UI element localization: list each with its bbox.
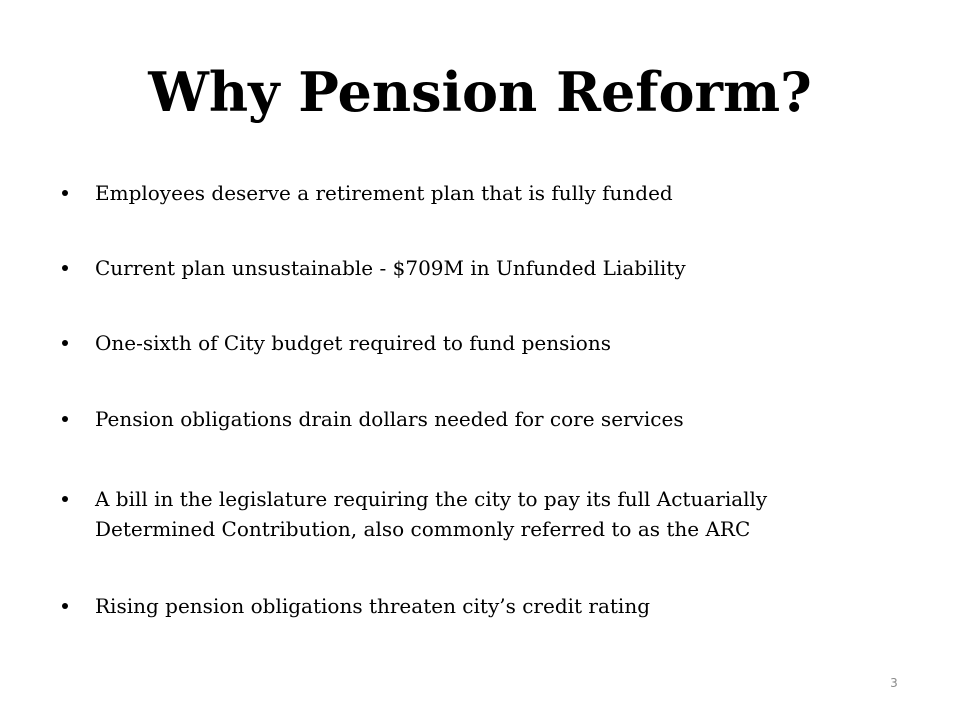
bullet-dot-icon <box>62 265 68 271</box>
bullet-dot-icon <box>62 416 68 422</box>
bullet-text: A bill in the legislature requiring the city to pay its full Actuarially Determined Contribution, also commonly referred to as the ARC <box>95 487 768 541</box>
bullet-text: One-sixth of City budget required to fund pensions <box>95 331 611 355</box>
bullet-text: Current plan unsustainable - $709M in Unfunded Liability <box>95 256 686 280</box>
bullet-text: Employees deserve a retirement plan that is fully funded <box>95 181 673 205</box>
slide-title: Why Pension Reform? <box>148 60 812 124</box>
bullet-dot-icon <box>62 603 68 609</box>
bullet-text: Rising pension obligations threaten city’s credit rating <box>95 594 651 618</box>
bullet-dot-icon <box>62 496 68 502</box>
bullet-dot-icon <box>62 340 68 346</box>
bullet-text: Pension obligations drain dollars needed for core services <box>95 407 684 431</box>
page-number: 3 <box>890 676 898 690</box>
bullet-dot-icon <box>62 190 68 196</box>
